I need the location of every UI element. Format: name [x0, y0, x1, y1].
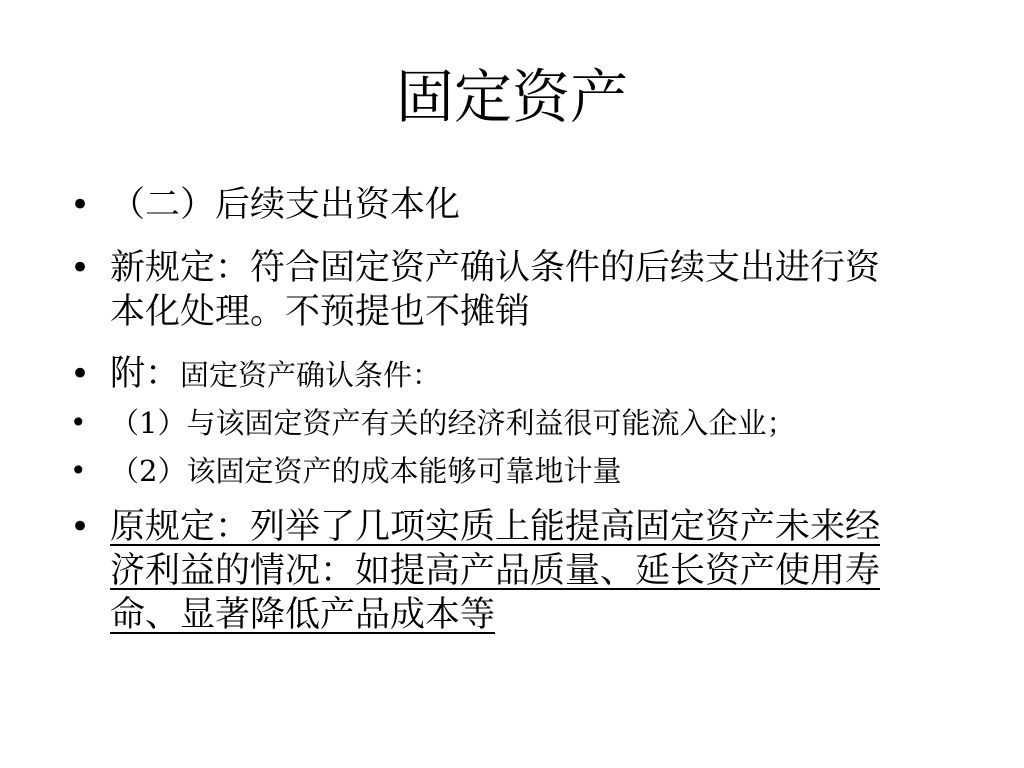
bullet-text: 新规定：符合固定资产确认条件的后续支出进行资本化处理。不预提也不摊销 — [110, 248, 881, 332]
bullet-dot-icon: • — [70, 248, 91, 288]
slide-title: 固定资产 — [395, 63, 628, 131]
bullet-text — [110, 352, 910, 397]
bullet-text-small: 固定资产确认条件： — [180, 358, 442, 392]
bullet-lead: 附： — [110, 354, 181, 394]
bullet-item — [70, 405, 920, 441]
bullet-item — [70, 183, 920, 227]
bullet-text: （二）后续支出资本化 — [110, 185, 461, 225]
bullet-dot-icon: • — [70, 454, 87, 487]
bullet-dot-icon: • — [70, 507, 91, 547]
bullet-item — [70, 453, 920, 489]
bullet-dot-icon: • — [70, 185, 91, 225]
bullet-item — [70, 246, 920, 334]
bullet-text: （2）该固定资产的成本能够可靠地计量 — [110, 454, 622, 488]
bullet-dot-icon: • — [70, 406, 87, 439]
bullet-dot-icon: • — [70, 354, 91, 394]
bullet-text: （1）与该固定资产有关的经济利益很可能流入企业； — [110, 406, 796, 440]
bullet-item — [70, 352, 920, 397]
bullet-item — [70, 505, 920, 637]
bullet-text-underlined: 原规定：列举了几项实质上能提高固定资产未来经济利益的情况：如提高产品质量、延长资产使用寿命、显著降低产品成本等 — [110, 507, 881, 635]
